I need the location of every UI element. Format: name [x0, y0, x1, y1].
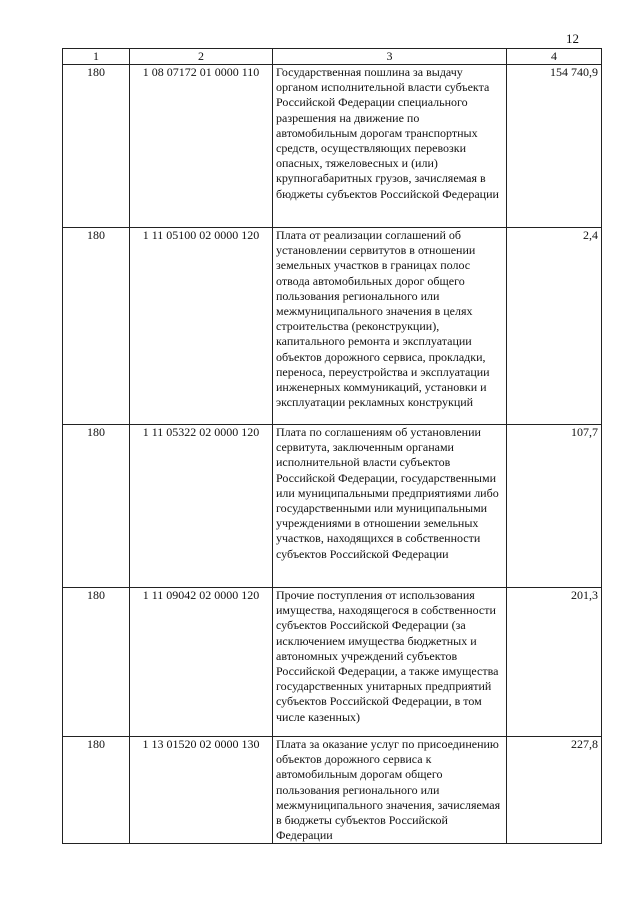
revenue-name-cell: Плата от реализации соглашений об установлении сервитутов в отношении земельных участков в границах полос отвода автомобильных дорог общего пользования регионального или межмуниципального значения в целях строительства (реконструкции), капитального ремонта и эксплуатации объектов дорожного сервиса, прокладки, переноса, переустройства и эксплуатации инженерных коммуникаций, установки и эксплуатации рекламных конструкций	[273, 228, 507, 425]
revenue-name-cell: Плата по соглашениям об установлении сервитута, заключенным органами исполнительной власти субъектов Российской Федерации, государственными или муниципальными предприятиями либо государственными или муниципальными учреждениями в отношении земельных участков, находящихся в собственности субъектов Российской Федерации	[273, 425, 507, 588]
amount-cell: 201,3	[507, 588, 602, 737]
admin-code-cell: 180	[63, 65, 130, 228]
admin-code-cell: 180	[63, 228, 130, 425]
amount-cell: 227,8	[507, 737, 602, 844]
amount-cell: 154 740,9	[507, 65, 602, 228]
column-header-3: 3	[273, 49, 507, 65]
amount-cell: 2,4	[507, 228, 602, 425]
budget-code-cell: 1 13 01520 02 0000 130	[130, 737, 273, 844]
admin-code-cell: 180	[63, 588, 130, 737]
page-number: 12	[566, 31, 579, 46]
table-row	[63, 737, 602, 844]
column-header-1: 1	[63, 49, 130, 65]
revenue-table	[62, 48, 602, 844]
table-row	[63, 588, 602, 737]
revenue-name-cell: Прочие поступления от использования имущества, находящегося в собственности субъектов Российской Федерации (за исключением имущества бюджетных и автономных учреждений субъектов Российской Федерации, а также имущества государственных унитарных предприятий субъектов Российской Федерации, в том числе казенных)	[273, 588, 507, 737]
admin-code-cell: 180	[63, 425, 130, 588]
admin-code-cell: 180	[63, 737, 130, 844]
column-header-2: 2	[130, 49, 273, 65]
revenue-name-cell: Государственная пошлина за выдачу органом исполнительной власти субъекта Российской Федерации специального разрешения на движение по автомобильным дорогам транспортных средств, осуществляющих перевозки опасных, тяжеловесных и (или) крупногабаритных грузов, зачисляемая в бюджеты субъектов Российской Федерации	[273, 65, 507, 228]
budget-code-cell: 1 11 05322 02 0000 120	[130, 425, 273, 588]
table-row	[63, 228, 602, 425]
revenue-name-cell: Плата за оказание услуг по присоединению объектов дорожного сервиса к автомобильным дорогам общего пользования регионального или межмуниципального значения, зачисляемая в бюджеты субъектов Российской Федерации	[273, 737, 507, 844]
table-row	[63, 425, 602, 588]
budget-code-cell: 1 11 09042 02 0000 120	[130, 588, 273, 737]
table-row	[63, 65, 602, 228]
header-row	[63, 49, 602, 65]
amount-cell: 107,7	[507, 425, 602, 588]
budget-code-cell: 1 08 07172 01 0000 110	[130, 65, 273, 228]
column-header-4: 4	[507, 49, 602, 65]
budget-code-cell: 1 11 05100 02 0000 120	[130, 228, 273, 425]
